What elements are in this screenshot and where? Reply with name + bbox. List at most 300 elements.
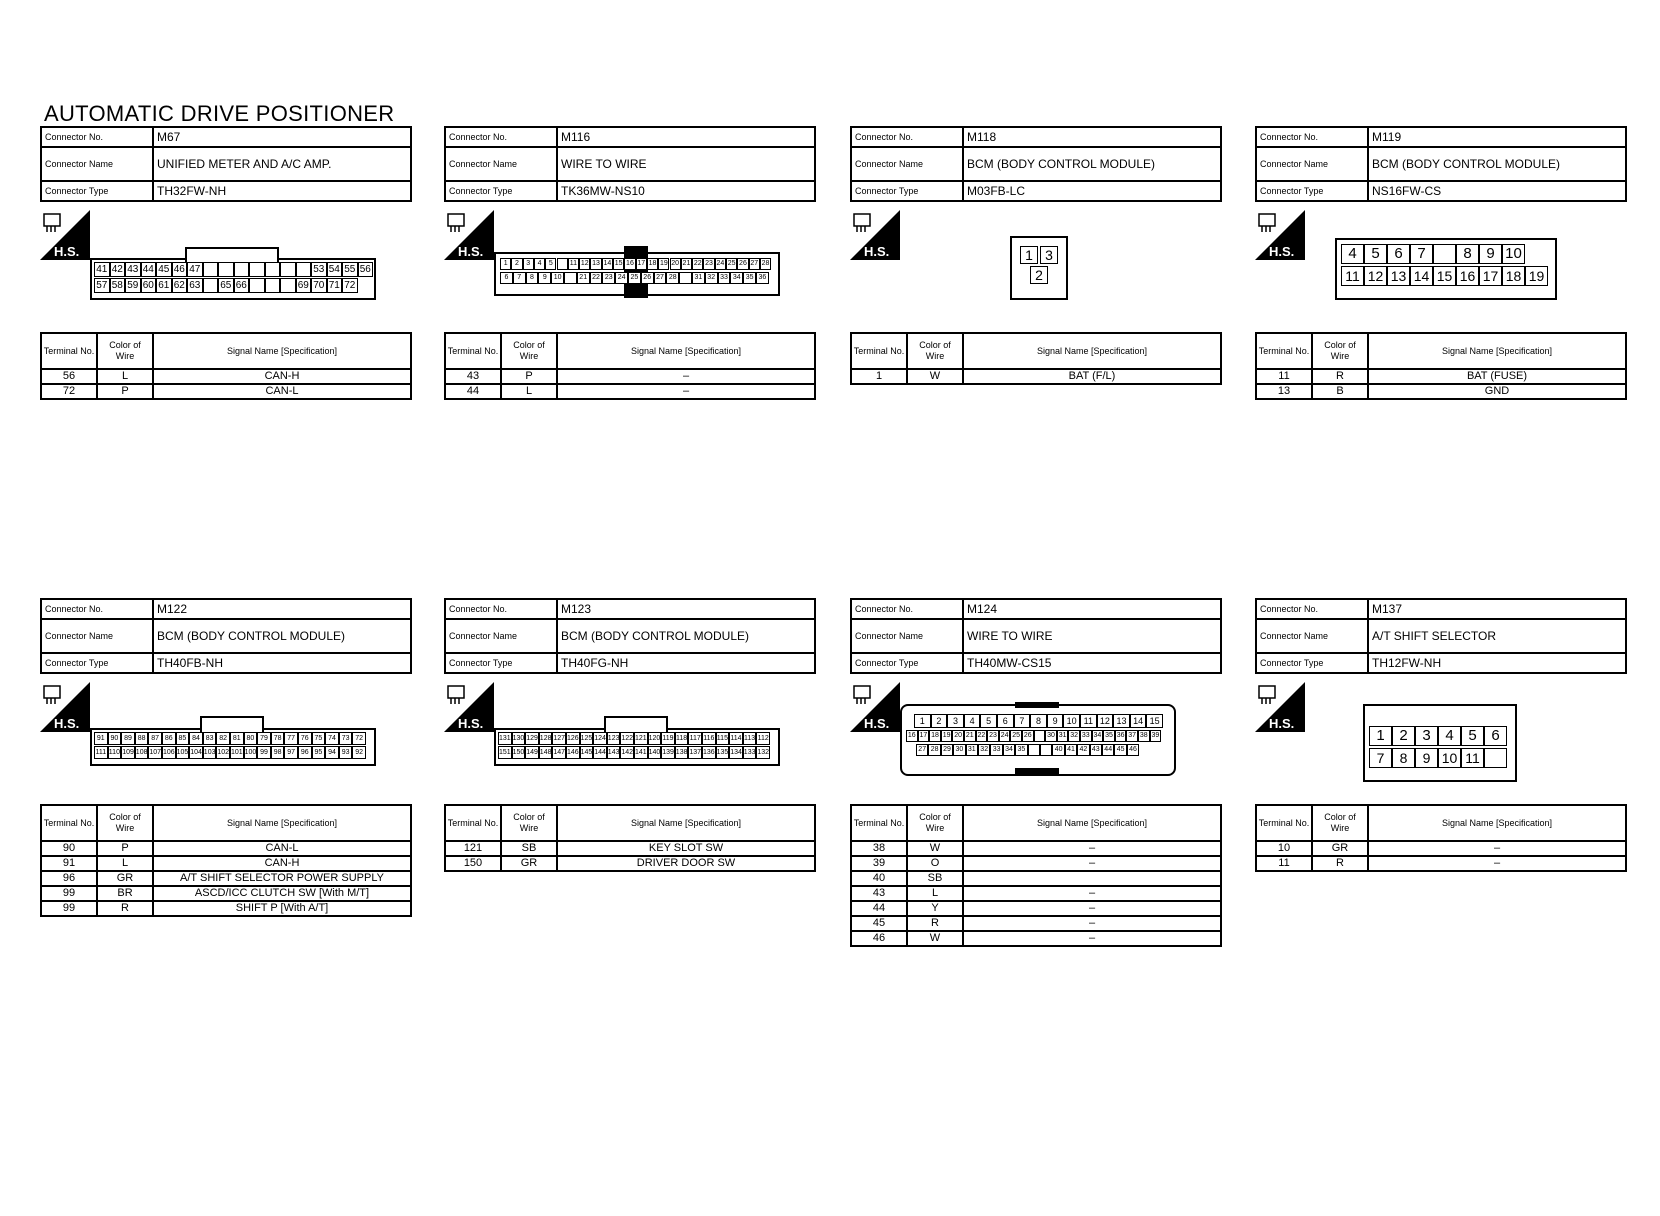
connector-type-value: TH32FW-NH [153, 181, 411, 201]
terminal-no: 96 [41, 871, 97, 886]
pin: 5 [545, 258, 556, 270]
connector-type-value: M03FB-LC [963, 181, 1221, 201]
connector-no-value: M137 [1368, 599, 1626, 619]
pin: 25 [628, 272, 641, 284]
pin: 27 [654, 272, 667, 284]
pin: 4 [1438, 726, 1461, 746]
pin: 128 [539, 732, 553, 745]
connector-type-label: Connector Type [851, 181, 963, 201]
terminal-no: 99 [41, 886, 97, 901]
pin: 99 [257, 746, 271, 759]
pin: 69 [296, 278, 312, 293]
pin: 32 [978, 744, 990, 756]
pin: 24 [615, 272, 628, 284]
pin: 83 [203, 732, 217, 745]
pin: 137 [688, 746, 702, 759]
connector-name-label: Connector Name [1256, 147, 1368, 181]
pin: 71 [327, 278, 343, 293]
signal-name [963, 871, 1221, 886]
pin: 72 [342, 278, 358, 293]
connector-type-label: Connector Type [445, 653, 557, 673]
pin: 7 [1369, 748, 1392, 768]
pin: 91 [94, 732, 108, 745]
signal-table [40, 332, 412, 400]
pin: 118 [675, 732, 689, 745]
hs-label: H.S. [54, 716, 80, 731]
pin: 114 [729, 732, 743, 745]
pin: 6 [997, 714, 1014, 728]
connector-name-label: Connector Name [41, 147, 153, 181]
signal-name: BAT (F/L) [963, 369, 1221, 384]
pin: 27 [749, 258, 760, 270]
connector-info-table [850, 126, 1222, 202]
pin: 31 [692, 272, 705, 284]
color-of-wire-header: Color of Wire [907, 333, 963, 369]
wire-color: P [501, 369, 557, 384]
pin: 77 [284, 732, 298, 745]
connector-no-value: M123 [557, 599, 815, 619]
signal-name: – [963, 886, 1221, 901]
wire-color: W [907, 931, 963, 946]
pin: 33 [718, 272, 731, 284]
connector-name-value: UNIFIED METER AND A/C AMP. [153, 147, 411, 181]
pin: 29 [941, 744, 953, 756]
pin: 108 [135, 746, 149, 759]
pin: 1 [1020, 246, 1038, 264]
signal-name-header: Signal Name [Specification] [153, 805, 411, 841]
pin: 45 [156, 262, 172, 277]
pin: 112 [756, 732, 770, 745]
table-row [41, 886, 411, 901]
pin: 89 [121, 732, 135, 745]
pin: 14 [602, 258, 613, 270]
connector-no-label: Connector No. [41, 127, 153, 147]
signal-name: – [963, 916, 1221, 931]
pin: 12 [1097, 714, 1114, 728]
pin: 72 [352, 732, 366, 745]
pin: 54 [327, 262, 343, 277]
pin: 63 [187, 278, 203, 293]
pin [203, 278, 219, 293]
harness-side-icon [1255, 210, 1305, 260]
connector-block-m116 [444, 126, 816, 400]
connector-info-table [444, 126, 816, 202]
pin: 2 [511, 258, 522, 270]
pin: 145 [580, 746, 594, 759]
pin: 10 [1438, 748, 1461, 768]
pin: 37 [1126, 730, 1138, 742]
signal-name-header: Signal Name [Specification] [153, 333, 411, 369]
color-of-wire-header: Color of Wire [97, 805, 153, 841]
signal-name-header: Signal Name [Specification] [557, 805, 815, 841]
connector-type-label: Connector Type [851, 653, 963, 673]
connector-type-label: Connector Type [1256, 181, 1368, 201]
pin: 45 [1114, 744, 1126, 756]
table-row [41, 901, 411, 916]
signal-table [40, 804, 412, 917]
connector-diagram [850, 202, 1222, 332]
pin [234, 262, 250, 277]
connector-block-m119 [1255, 126, 1627, 400]
color-of-wire-header: Color of Wire [501, 805, 557, 841]
pin: 58 [110, 278, 126, 293]
pin: 134 [729, 746, 743, 759]
pin: 36 [756, 272, 769, 284]
pin: 61 [156, 278, 172, 293]
pin: 34 [1003, 744, 1015, 756]
pin: 30 [1045, 730, 1057, 742]
pin: 53 [311, 262, 327, 277]
connector-no-label: Connector No. [41, 599, 153, 619]
pin: 3 [523, 258, 534, 270]
pin: 101 [230, 746, 244, 759]
wire-color: GR [1312, 841, 1368, 856]
pin: 23 [987, 730, 999, 742]
harness-side-icon [850, 210, 900, 260]
pin: 33 [1080, 730, 1092, 742]
pin: 110 [108, 746, 122, 759]
signal-table [850, 804, 1222, 947]
table-row [445, 369, 815, 384]
wire-color: BR [97, 886, 153, 901]
pin: 46 [172, 262, 188, 277]
pin: 31 [966, 744, 978, 756]
pin: 3 [1415, 726, 1438, 746]
connector-no-value: M122 [153, 599, 411, 619]
signal-name: CAN-L [153, 384, 411, 399]
pin: 4 [1341, 244, 1364, 264]
pin: 132 [756, 746, 770, 759]
wire-color: Y [907, 901, 963, 916]
pin: 81 [230, 732, 244, 745]
table-row [1256, 856, 1626, 871]
pin: 17 [1479, 266, 1502, 286]
pin: 7 [1410, 244, 1433, 264]
wire-color: SB [501, 841, 557, 856]
signal-name: GND [1368, 384, 1626, 399]
signal-name: KEY SLOT SW [557, 841, 815, 856]
pin [564, 272, 577, 284]
pin: 41 [1065, 744, 1077, 756]
pin: 80 [244, 732, 258, 745]
pin: 136 [702, 746, 716, 759]
pin: 116 [702, 732, 716, 745]
connector-type-value: TH12FW-NH [1368, 653, 1626, 673]
wire-color: W [907, 369, 963, 384]
connector-no-value: M67 [153, 127, 411, 147]
pin: 124 [593, 732, 607, 745]
wire-color: L [501, 384, 557, 399]
pin: 1 [1369, 726, 1392, 746]
wire-color: O [907, 856, 963, 871]
harness-side-icon [444, 210, 494, 260]
pin: 26 [737, 258, 748, 270]
pin: 96 [298, 746, 312, 759]
pin: 8 [1392, 748, 1415, 768]
pin: 8 [1456, 244, 1479, 264]
pin: 8 [1030, 714, 1047, 728]
pin: 19 [658, 258, 669, 270]
terminal-no-header: Terminal No. [445, 333, 501, 369]
signal-table [1255, 804, 1627, 872]
pin [557, 258, 568, 270]
terminal-no-header: Terminal No. [41, 333, 97, 369]
table-row [851, 856, 1221, 871]
terminal-no: 90 [41, 841, 97, 856]
pin: 5 [1461, 726, 1484, 746]
terminal-no: 99 [41, 901, 97, 916]
signal-name: – [1368, 856, 1626, 871]
terminal-no: 38 [851, 841, 907, 856]
pin: 105 [176, 746, 190, 759]
pin: 21 [577, 272, 590, 284]
pin: 84 [189, 732, 203, 745]
pin: 62 [172, 278, 188, 293]
signal-name: – [963, 931, 1221, 946]
pin: 39 [1150, 730, 1162, 742]
connector-name-value: BCM (BODY CONTROL MODULE) [963, 147, 1221, 181]
pin: 6 [500, 272, 513, 284]
pin: 111 [94, 746, 108, 759]
pin: 138 [675, 746, 689, 759]
pin: 36 [1115, 730, 1127, 742]
pin: 8 [526, 272, 539, 284]
pin: 23 [703, 258, 714, 270]
signal-name-header: Signal Name [Specification] [963, 805, 1221, 841]
table-row [41, 384, 411, 399]
connector-diagram [1255, 202, 1627, 332]
pin: 76 [298, 732, 312, 745]
pin: 4 [534, 258, 545, 270]
pin: 2 [931, 714, 948, 728]
pin: 12 [1364, 266, 1387, 286]
pin: 16 [1456, 266, 1479, 286]
pin: 9 [1047, 714, 1064, 728]
pin: 16 [906, 730, 918, 742]
pin [1484, 748, 1507, 768]
connector-name-label: Connector Name [851, 619, 963, 653]
signal-name: – [963, 841, 1221, 856]
connector-name-label: Connector Name [445, 147, 557, 181]
terminal-no-header: Terminal No. [851, 333, 907, 369]
pin: 106 [162, 746, 176, 759]
pin: 25 [1010, 730, 1022, 742]
pin: 2 [1030, 266, 1048, 284]
pin: 38 [1138, 730, 1150, 742]
pin: 82 [216, 732, 230, 745]
signal-name: – [557, 369, 815, 384]
connector-no-label: Connector No. [851, 127, 963, 147]
pin: 95 [312, 746, 326, 759]
pin: 151 [498, 746, 512, 759]
pin: 94 [325, 746, 339, 759]
pin: 103 [203, 746, 217, 759]
pin: 15 [1146, 714, 1163, 728]
terminal-no: 150 [445, 856, 501, 871]
pin: 143 [607, 746, 621, 759]
pin: 27 [916, 744, 928, 756]
connector-name-value: BCM (BODY CONTROL MODULE) [153, 619, 411, 653]
pin: 121 [634, 732, 648, 745]
pin [280, 278, 296, 293]
wire-color: L [97, 856, 153, 871]
pin: 148 [539, 746, 553, 759]
pin: 60 [141, 278, 157, 293]
wire-color: B [1312, 384, 1368, 399]
harness-side-icon [850, 682, 900, 732]
pin: 11 [1341, 266, 1364, 286]
pin: 123 [607, 732, 621, 745]
pin: 17 [918, 730, 930, 742]
pin: 59 [125, 278, 141, 293]
pin: 32 [1068, 730, 1080, 742]
connector-name-value: BCM (BODY CONTROL MODULE) [1368, 147, 1626, 181]
pin: 9 [1479, 244, 1502, 264]
pin: 56 [358, 262, 374, 277]
signal-name: – [963, 901, 1221, 916]
pin: 6 [1387, 244, 1410, 264]
pin: 10 [1502, 244, 1525, 264]
signal-name: SHIFT P [With A/T] [153, 901, 411, 916]
pin: 149 [525, 746, 539, 759]
connector-block-m122 [40, 598, 412, 917]
pin: 26 [641, 272, 654, 284]
harness-side-icon [444, 682, 494, 732]
connector-info-table [40, 126, 412, 202]
pin: 15 [1433, 266, 1456, 286]
pin: 43 [1090, 744, 1102, 756]
pin: 104 [189, 746, 203, 759]
table-row [851, 931, 1221, 946]
connector-no-value: M116 [557, 127, 815, 147]
pin: 10 [1063, 714, 1080, 728]
signal-name-header: Signal Name [Specification] [557, 333, 815, 369]
pin: 98 [271, 746, 285, 759]
pin: 93 [339, 746, 353, 759]
connector-diagram [850, 674, 1222, 804]
pin: 32 [705, 272, 718, 284]
connector-info-table [850, 598, 1222, 674]
connector-no-label: Connector No. [1256, 127, 1368, 147]
connector-name-label: Connector Name [445, 619, 557, 653]
pin: 86 [162, 732, 176, 745]
connector-diagram [1255, 674, 1627, 804]
pin: 120 [648, 732, 662, 745]
page-title: AUTOMATIC DRIVE POSITIONER [44, 101, 395, 126]
connector-block-m67 [40, 126, 412, 400]
terminal-no: 43 [445, 369, 501, 384]
connector-block-m118 [850, 126, 1222, 385]
signal-name: A/T SHIFT SELECTOR POWER SUPPLY [153, 871, 411, 886]
pin: 22 [590, 272, 603, 284]
pin: 66 [234, 278, 250, 293]
signal-name: – [1368, 841, 1626, 856]
terminal-no: 11 [1256, 856, 1312, 871]
pin: 19 [941, 730, 953, 742]
pin: 5 [1364, 244, 1387, 264]
color-of-wire-header: Color of Wire [501, 333, 557, 369]
harness-side-icon [40, 682, 90, 732]
pin: 119 [661, 732, 675, 745]
pin: 11 [1461, 748, 1484, 768]
wire-color: R [97, 901, 153, 916]
terminal-no: 10 [1256, 841, 1312, 856]
pin: 115 [716, 732, 730, 745]
color-of-wire-header: Color of Wire [907, 805, 963, 841]
connector-no-label: Connector No. [1256, 599, 1368, 619]
wire-color: W [907, 841, 963, 856]
pin: 4 [964, 714, 981, 728]
pin [1433, 244, 1456, 264]
connector-info-table [1255, 126, 1627, 202]
pin: 33 [990, 744, 1002, 756]
pin [1040, 744, 1052, 756]
hs-label: H.S. [1269, 244, 1295, 259]
pin: 139 [661, 746, 675, 759]
signal-table [444, 332, 816, 400]
terminal-no: 40 [851, 871, 907, 886]
pin: 43 [125, 262, 141, 277]
wire-color: L [97, 369, 153, 384]
pin: 57 [94, 278, 110, 293]
terminal-no: 121 [445, 841, 501, 856]
pin [296, 262, 312, 277]
pin [265, 262, 281, 277]
pin: 75 [312, 732, 326, 745]
connector-name-value: WIRE TO WIRE [963, 619, 1221, 653]
connector-no-label: Connector No. [445, 599, 557, 619]
connector-type-label: Connector Type [41, 181, 153, 201]
pin: 85 [176, 732, 190, 745]
pin: 34 [1092, 730, 1104, 742]
pin: 147 [552, 746, 566, 759]
wire-color: R [907, 916, 963, 931]
table-row [1256, 841, 1626, 856]
pin: 35 [743, 272, 756, 284]
pin: 117 [688, 732, 702, 745]
pin: 144 [593, 746, 607, 759]
table-row [41, 841, 411, 856]
pin: 10 [551, 272, 564, 284]
pin: 55 [342, 262, 358, 277]
hs-label: H.S. [54, 244, 80, 259]
terminal-no: 46 [851, 931, 907, 946]
signal-name: DRIVER DOOR SW [557, 856, 815, 871]
terminal-no-header: Terminal No. [1256, 805, 1312, 841]
pin: 24 [999, 730, 1011, 742]
signal-name-header: Signal Name [Specification] [1368, 805, 1626, 841]
pin: 46 [1127, 744, 1139, 756]
signal-table [444, 804, 816, 872]
pin: 26 [1022, 730, 1034, 742]
pin: 28 [666, 272, 679, 284]
pin: 130 [512, 732, 526, 745]
table-row [41, 856, 411, 871]
connector-name-value: A/T SHIFT SELECTOR [1368, 619, 1626, 653]
pin: 42 [110, 262, 126, 277]
pin: 92 [352, 746, 366, 759]
terminal-no: 43 [851, 886, 907, 901]
wire-color: L [907, 886, 963, 901]
wire-color: R [1312, 369, 1368, 384]
table-row [851, 901, 1221, 916]
hs-label: H.S. [1269, 716, 1295, 731]
wire-color: P [97, 841, 153, 856]
connector-type-value: TH40FG-NH [557, 653, 815, 673]
pin: 24 [715, 258, 726, 270]
connector-name-label: Connector Name [41, 619, 153, 653]
connector-type-value: TH40MW-CS15 [963, 653, 1221, 673]
